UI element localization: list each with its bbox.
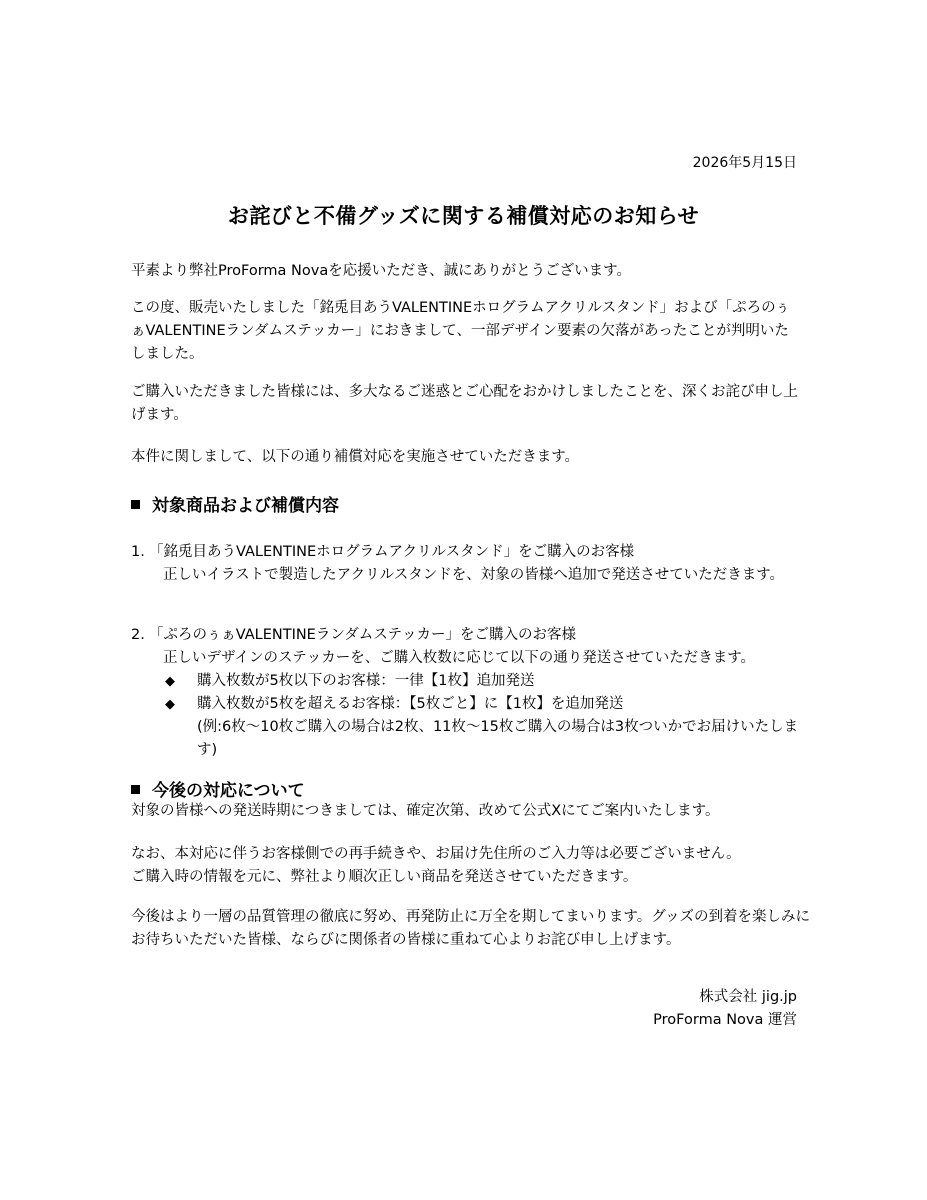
list-item-label: 「銘兎目あうVALENTINEホログラムアクリルスタンド」をご購入のお客様 — [149, 544, 635, 560]
example-note: (例:6枚～10枚ご購入の場合は2枚、11枚～15枚ご購入の場合は3枚ついかでお届けいたします) — [197, 719, 799, 758]
shipping-paragraph: 対象の皆様への発送時期につきましては、確定次第、改めて公式Xにてご案内いたします。 — [131, 803, 720, 819]
list-item — [131, 541, 801, 587]
diamond-bullet-icon: ◆ — [165, 697, 175, 712]
bullet-text: 購入枚数が5枚以下のお客様：一律【1枚】追加発送 — [197, 673, 535, 689]
notice-date: 2026年5月15日 — [692, 155, 797, 171]
list-number: 1. — [131, 544, 145, 560]
section-heading-future — [131, 776, 305, 801]
square-bullet-icon — [131, 500, 140, 509]
greeting-paragraph: 平素より弊社ProForma Novaを応援いただき、誠にありがとうございます。 — [131, 263, 631, 279]
list-item-description: 正しいデザインのステッカーを、ご購入枚数に応じて以下の通り発送させていただきます。 — [163, 650, 756, 666]
note-paragraph-line-2: ご購入時の情報を元に、弊社より順次正しい商品を発送させていただきます。 — [131, 869, 638, 885]
list-item-description: 正しいイラストで製造したアクリルスタンドを、対象の皆様へ追加で発送させていただきます。 — [163, 567, 785, 583]
list-item-label: 「ぷろのぅぁVALENTINEランダムステッカー」をご購入のお客様 — [149, 627, 576, 643]
intro-paragraph: 本件に関しまして、以下の通り補償対応を実施させていただきます。 — [131, 449, 580, 465]
section-heading-text: 今後の対応について — [152, 781, 305, 801]
square-bullet-icon — [131, 785, 140, 794]
section-heading-text: 対象商品および補償内容 — [152, 496, 339, 516]
bullet-item — [165, 670, 805, 693]
bullet-text: 購入枚数が5枚を超えるお客様：【5枚ごと】に【1枚】を追加発送 — [197, 696, 624, 712]
diamond-bullet-icon: ◆ — [165, 674, 175, 689]
signature-company: 株式会社 jig.jp — [699, 989, 797, 1005]
bullet-item — [165, 693, 805, 716]
signature-operator: ProForma Nova 運営 — [653, 1012, 797, 1028]
list-item — [131, 624, 801, 670]
notice-title: お詫びと不備グッズに関する補償対応のお知らせ — [227, 204, 700, 228]
list-number: 2. — [131, 627, 145, 643]
note-paragraph-line-1: なお、本対応に伴うお客様側での再手続きや、お届け先住所のご入力等は必要ございません。 — [131, 846, 741, 862]
issue-paragraph: この度、販売いたしました「銘兎目あうVALENTINEホログラムアクリルスタンド」および「ぷろのぅぁVALENTINEランダムステッカー」におきまして、一部デザイン要素の欠落があったことが判明いたしました。 — [131, 300, 790, 362]
apology-paragraph: ご購入いただきました皆様には、多大なるご迷惑とご心配をおかけしましたことを、深くお詫び申し上げます。 — [131, 384, 798, 423]
closing-paragraph: 今後はより一層の品質管理の徹底に努め、再発防止に万全を期してまいります。グッズの到着を楽しみにお待ちいただいた皆様、ならびに関係者の皆様に重ねて心よりお詫び申し上げます。 — [131, 909, 811, 948]
section-heading-products — [131, 491, 339, 516]
